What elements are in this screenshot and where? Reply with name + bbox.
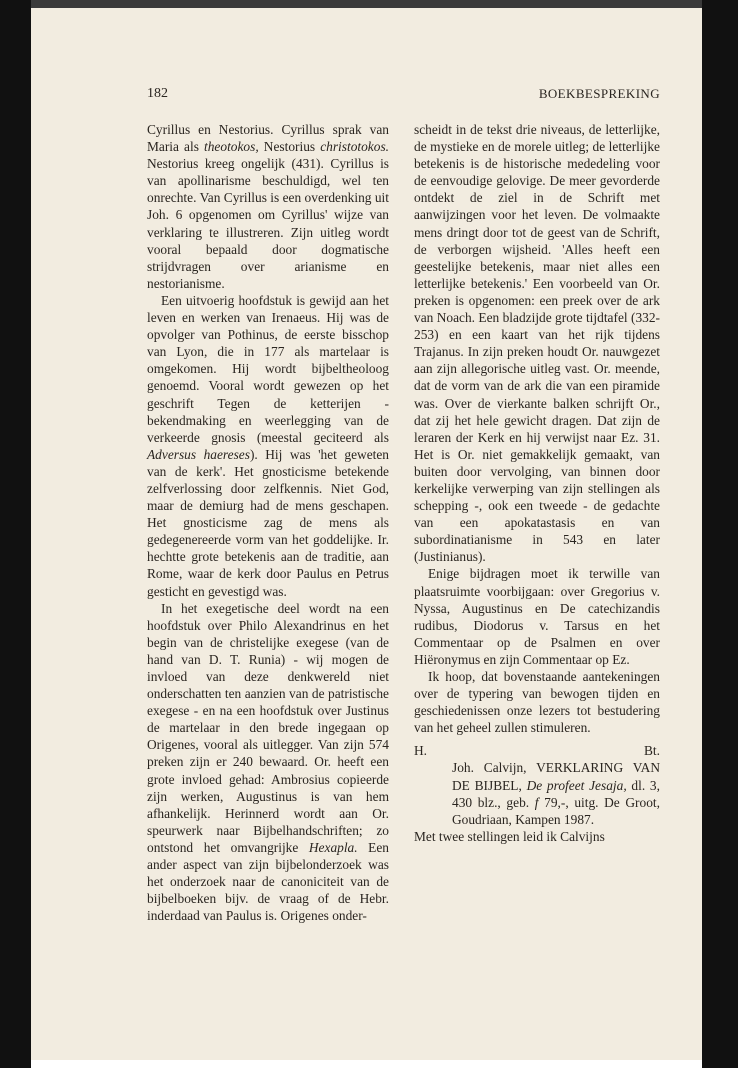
text: ). Hij was 'het geweten van de kerk'. Het gnosticisme betekende zelfverlossing door zelfkennis. Niet God, maar de demiurg had de mens geschapen. Het gnosticisme zag de mens als gedegenereerde vorm van het goddelijke. Ir. hechtte grote betekenis aan de traditie, aan Rome, waar de kerk door Paulus en Petrus gesticht en gevestigd was. [147, 446, 389, 599]
italic-title: De profeet Jesaja, [526, 777, 627, 793]
text: Joh. Calvijn, VERKLARING VAN DE BIJBEL, [452, 760, 660, 793]
running-head: BOEKBESPREKING [538, 86, 660, 101]
left-column [147, 121, 389, 924]
paragraph [147, 121, 389, 292]
signature-line [414, 742, 660, 759]
italic-term: Adversus haereses [147, 446, 250, 462]
paragraph [147, 600, 389, 925]
italic-term: theotokos, [204, 139, 259, 155]
italic-currency: f [534, 794, 539, 810]
text: Een ander aspect van zijn bijbelonderzoek was het onderzoek naar de canoniciteit van de bijbelboeken bijv. de vraag of de Hebr. inderdaad van Paulus is. Origenes onder- [147, 839, 389, 924]
page-number: 182 [147, 86, 168, 101]
paragraph [147, 292, 389, 600]
text: 79,-, uitg. De Groot, Goudriaan, Kampen 1987. [452, 794, 660, 827]
scan-border-left [0, 0, 31, 1068]
paragraph: Enige bijdragen moet ik terwille van plaatsruimte voorbijgaan: over Gregorius v. Nyssa, Augustinus en De catechizandis rudibus, Diodorus v. Tarsus en het Commentaar op de Psalmen en over Hiëronymus en zijn Commentaar op Ez. [414, 566, 660, 667]
text: In het exegetische deel wordt na een hoofdstuk over Philo Alexandrinus en het begin van de christelijke exegese (van de hand van D. T. Runia) - wij mogen de invloed van deze denkwereld niet onderschatten ten aanzien van de patristische exegese - en na een hoofdstuk over Justinus de martelaar in den brede ingegaan op Origenes, vooral als uitlegger. Van zijn 574 preken zijn er 240 bewaard. Or. heeft een grote invloed gehad: Ambrosius copieerde zijn werken, Augustinus is van hem afhankelijk. Herinnerd wordt aan Or. speurwerk naar Bijbelhandschriften; zo ontstond het omvangrijke [147, 600, 389, 855]
italic-term: christotokos. [320, 139, 389, 155]
review-citation [414, 759, 660, 827]
text: Nestorius [258, 139, 321, 155]
text: dl. 3, 430 blz., geb. [452, 777, 660, 810]
text: Nestorius kreeg ongelijk (431). Cyrillus is van apollinarisme beschuldigd, wel ten onrechte. Van Cyrillus is een overdenking uit Joh. 6 opgenomen om Cyrillus' wijze van verklaring te illustreren. Zijn uitleg wordt vooral bepaald door dogmatische strijdvragen over arianisme en nestorianisme. [147, 156, 389, 291]
text: Een uitvoerig hoofdstuk is gewijd aan het leven en werken van Irenaeus. Hij was de opvolger van Pothinus, de eerste bisschop van Lyon, die in 177 als martelaar is omgekomen. Hij wordt bijbeltheoloog genoemd. Vooral wordt gewezen op het geschrift Tegen de ketterijen - bekendmaking en weerlegging van de verkeerde gnosis (meestal geciteerd als [147, 292, 389, 445]
signature-initials: Bt. [644, 743, 660, 759]
scan-border-top [0, 0, 738, 8]
right-column [414, 121, 660, 845]
paragraph: Ik hoop, dat bovenstaande aantekeningen over de typering van bewogen tijden en geschiedenissen onze lezers tot bestudering van het geheel zullen stimuleren. [414, 669, 660, 736]
paragraph: scheidt in de tekst drie niveaus, de letterlijke, de mystieke en de morele uitleg; de letterlijke betekenis is de historische mededeling voor de eenvoudige gelovige. De meer gevorderde ontdekt de ziel in de Schrift met aanwijzingen voor het leven. De volmaakte mens dringt door tot de geest van de Schrift, de verborgen wijsheid. 'Alles heeft een geestelijke betekenis, maar niet alles een letterlijke betekenis.' Een voorbeeld van Or. preken is opgenomen: een preek over de ark van Noach. Een bladzijde grote tijdtafel (332-253) en een kaart van het rijk tijdens Trajanus. In zijn preken houdt Or. nauwgezet aan zijn allegorische uitleg vast. Or. meende, dat de vorm van de ark die van een piramide was. Over de vierkante balken schrijft Or., dat zij het hele gewicht dragen. Dat zijn de leraren der Kerk en hij verwijst naar Ez. 31. Het is Or. niet gemakkelijk gemaakt, van buiten door vervolging, van binnen door kerkelijke verwerping van zijn stellingen als schepping -, ook een tweede - de gedachte van een apokatastasis en van subordinatianisme in 543 en later (Justinianus). [414, 122, 660, 565]
text: Cyrillus en Nestorius. Cyrillus sprak van Maria als [147, 122, 389, 155]
signature-author: H. [414, 743, 428, 759]
scan-border-right [702, 0, 738, 1068]
paragraph: Met twee stellingen leid ik Calvijns [414, 828, 605, 844]
italic-term: Hexapla. [308, 839, 358, 855]
